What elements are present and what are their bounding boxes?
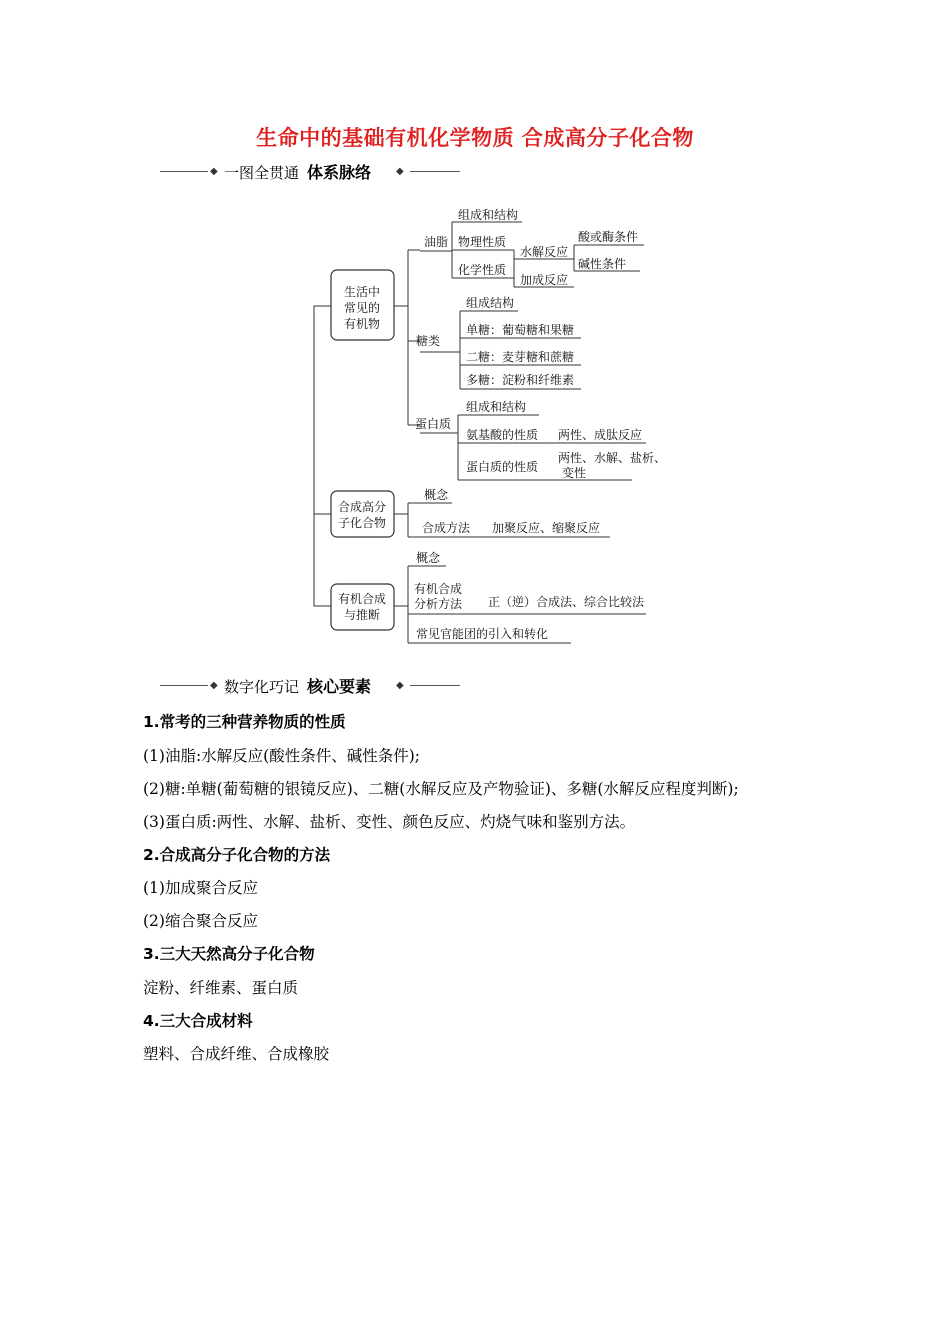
node-concept-2: 概念	[416, 551, 441, 565]
section-header-system	[160, 160, 460, 184]
diamond-icon: ◆	[396, 166, 404, 177]
section-label: 数字化巧记	[224, 678, 300, 696]
node-analysis-2: 分析方法	[414, 597, 463, 611]
paragraph-addition-polymerization: (1)加成聚合反应	[143, 879, 258, 897]
node-amino-props: 两性、成肽反应	[558, 428, 643, 442]
paragraph-protein: (3)蛋白质:两性、水解、盐析、变性、颜色反应、灼烧气味和鉴别方法。	[143, 813, 636, 831]
node-amino: 氨基酸的性质	[466, 428, 539, 442]
diamond-icon: ◆	[210, 166, 218, 177]
node-oil-structure: 组成和结构	[458, 208, 519, 222]
svg-text:子化合物: 子化合物	[337, 516, 387, 530]
node-sugar: 糖类	[416, 334, 441, 348]
node-acid-enzyme: 酸或酶条件	[578, 230, 639, 244]
node-di: 二糖：麦芽糖和蔗糖	[466, 350, 575, 364]
node-sugar-structure: 组成结构	[466, 296, 515, 310]
section-label-bold: 体系脉络	[307, 163, 372, 182]
node-oil-chemical: 化学性质	[458, 263, 507, 277]
node-analysis-detail: 正（逆）合成法、综合比较法	[488, 595, 645, 609]
node-oil-physical: 物理性质	[458, 235, 507, 249]
section-label: 一图全贯通	[224, 164, 300, 182]
diamond-icon: ◆	[396, 680, 404, 691]
paragraph-oil: (1)油脂:水解反应(酸性条件、碱性条件);	[143, 747, 420, 765]
page-title: 生命中的基础有机化学物质 合成高分子化合物	[256, 126, 694, 150]
root-organics-label	[344, 284, 380, 331]
diamond-icon: ◆	[210, 680, 218, 691]
node-synth-method: 合成方法	[422, 521, 471, 535]
heading-nutrients: 1.常考的三种营养物质的性质	[143, 713, 346, 731]
node-protein-props-label: 蛋白质的性质	[466, 460, 539, 474]
node-synth-detail: 加聚反应、缩聚反应	[492, 521, 601, 535]
node-oil: 油脂	[424, 235, 449, 249]
svg-text:有机物: 有机物	[343, 317, 381, 331]
section-label-bold: 核心要素	[307, 677, 372, 696]
heading-natural-polymers: 3.三大天然高分子化合物	[143, 945, 315, 963]
node-analysis-1: 有机合成	[414, 582, 463, 596]
node-concept-1: 概念	[424, 488, 449, 502]
svg-text:生活中: 生活中	[343, 285, 381, 299]
node-base: 碱性条件	[578, 257, 627, 271]
heading-synthesis-methods: 2.合成高分子化合物的方法	[143, 846, 331, 864]
node-protein-structure: 组成和结构	[466, 400, 527, 414]
node-protein-props-1: 两性、水解、盐析、	[558, 451, 667, 465]
section-header-core	[160, 674, 460, 698]
paragraph-natural-polymers: 淀粉、纤维素、蛋白质	[143, 979, 299, 997]
node-protein: 蛋白质	[415, 417, 452, 431]
knowledge-mind-map	[300, 195, 680, 650]
paragraph-synthetic-materials: 塑料、合成纤维、合成橡胶	[143, 1045, 330, 1063]
paragraph-condensation-polymerization: (2)缩合聚合反应	[143, 912, 258, 930]
svg-text:与推断: 与推断	[343, 608, 381, 622]
svg-text:合成高分: 合成高分	[337, 500, 387, 514]
node-mono: 单糖：葡萄糖和果糖	[466, 323, 575, 337]
node-functional: 常见官能团的引入和转化	[416, 627, 549, 641]
node-addition: 加成反应	[520, 273, 569, 287]
svg-text:常见的: 常见的	[343, 301, 381, 315]
heading-synthetic-materials: 4.三大合成材料	[143, 1012, 253, 1030]
svg-text:有机合成: 有机合成	[337, 592, 387, 606]
node-poly: 多糖：淀粉和纤维素	[466, 373, 575, 387]
paragraph-sugar: (2)糖:单糖(葡萄糖的银镜反应)、二糖(水解反应及产物验证)、多糖(水解反应程度判断);	[143, 780, 739, 798]
node-protein-props-2: 变性	[562, 466, 587, 480]
root-box-synthesis	[331, 584, 394, 630]
node-hydrolysis: 水解反应	[520, 245, 569, 259]
root-box-polymers	[331, 491, 394, 537]
